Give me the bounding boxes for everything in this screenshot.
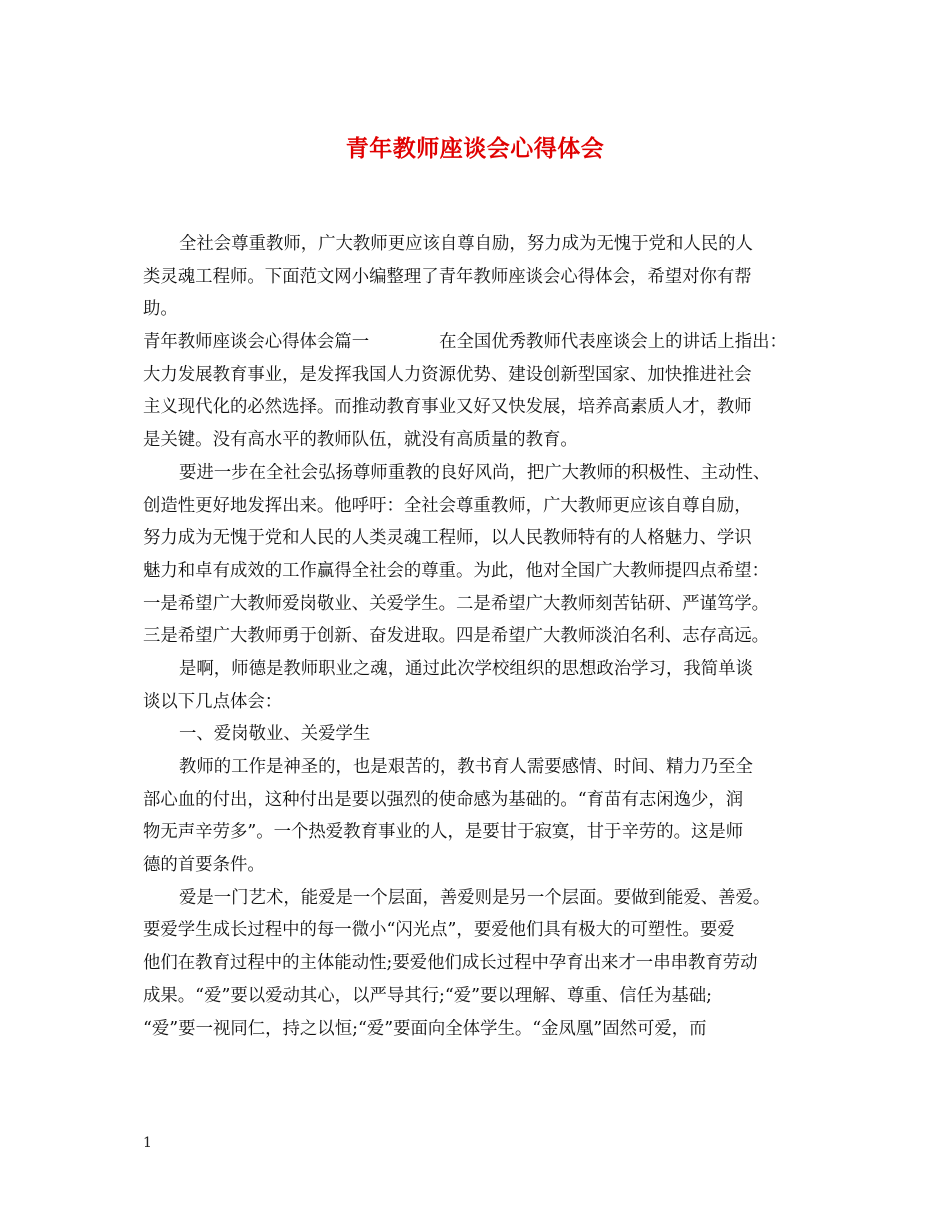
text-line [143,457,823,490]
text-line-content: 是啊，师德是教师职业之魂，通过此次学校组织的思想政治学习，我简单谈 [179,658,753,679]
text-line-content: “爱”要一视同仁，持之以恒;“爱”要面向全体学生。“金凤凰”固然可爱，而 [143,1018,707,1039]
text-line-content: 是关键。没有高水平的教师队伍，就没有高质量的教育。 [143,430,578,451]
text-line-content: 青年教师座谈会心得体会篇一 [143,332,370,353]
text-line-content: 教师的工作是神圣的，也是艰苦的，教书育人需要感情、时间、精力乃至全 [179,757,753,777]
text-line-content: 他们在教育过程中的主体能动性;要爱他们成长过程中孕育出来才一串串教育劳动 [143,953,758,974]
text-line [143,882,823,915]
text-line [143,718,823,751]
text-line-content: 类灵魂工程师。下面范文网小编整理了青年教师座谈会心得体会，希望对你有帮 [143,266,752,287]
text-line [143,620,823,653]
text-line [143,261,823,294]
text-line-content: 一、爱岗敬业、关爱学生 [179,724,371,745]
text-line-content: 物无声辛劳多”。一个热爱教育事业的人，是要甘于寂寞，甘于辛劳的。这是师 [143,822,744,843]
text-line-content: 魅力和卓有成效的工作赢得全社会的尊重。为此，他对全国广大教师提四点希望： [143,560,770,581]
document-title: 青年教师座谈会心得体会 [345,136,605,162]
text-line-content: 谈以下几点体会： [143,691,283,712]
text-line-content: 要爱学生成长过程中的每一微小“闪光点”，要爱他们具有极大的可塑性。要爱 [143,920,735,941]
text-line-content: 全社会尊重教师，广大教师更应该自尊自励，努力成为无愧于党和人民的人 [179,234,753,254]
text-line-content: 大力发展教育事业，是发挥我国人力资源优势、建设创新型国家、加快推进社会 [143,364,752,385]
text-line-content: 主义现代化的必然选择。而推动教育事业又好又快发展，培养高素质人才，教师 [143,397,752,418]
text-line [143,391,823,424]
text-line-content: 部心血的付出，这种付出是要以强烈的使命感为基础的。“育苗有志闲逸少，润 [143,789,744,810]
text-line [143,522,823,555]
text-line-content: 创造性更好地发挥出来。他呼吁：全社会尊重教师，广大教师更应该自尊自励， [143,495,752,516]
text-line [143,424,823,457]
text-line [143,228,823,261]
text-line [143,914,823,947]
page-number: 1 [143,1135,152,1151]
text-line [143,686,823,719]
text-line [143,816,823,849]
text-line [143,751,823,784]
text-line [143,980,823,1013]
text-line-content: 在全国优秀教师代表座谈会上的讲话上指出： [439,332,787,353]
text-line-content: 爱是一门艺术，能爱是一个层面，善爱则是另一个层面。要做到能爱、善爱。 [179,887,771,908]
text-line-content: 成果。“爱”要以爱动其心，以严导其行;“爱”要以理解、尊重、信任为基础; [143,985,713,1006]
text-line [143,1013,823,1046]
text-line-content: 三是希望广大教师勇于创新、奋发进取。四是希望广大教师淡泊名利、志存高远。 [143,626,770,647]
text-line-content: 德的首要条件。 [143,855,265,876]
text-line [143,326,823,359]
text-line [143,784,823,817]
text-line [143,490,823,523]
text-line-content: 助。 [143,299,178,320]
text-line [143,555,823,588]
text-line [143,359,823,392]
document-body [143,228,823,1045]
text-line-content: 要进一步在全社会弘扬尊师重教的良好风尚，把广大教师的积极性、主动性、 [179,462,771,483]
text-line [143,293,823,326]
text-line [143,653,823,686]
text-line [143,947,823,980]
text-line-content: 努力成为无愧于党和人民的人类灵魂工程师，以人民教师特有的人格魅力、学识 [143,528,752,549]
text-line [143,849,823,882]
text-line-content: 一是希望广大教师爱岗敬业、关爱学生。二是希望广大教师刻苦钻研、严谨笃学。 [143,593,770,614]
text-line [143,588,823,621]
